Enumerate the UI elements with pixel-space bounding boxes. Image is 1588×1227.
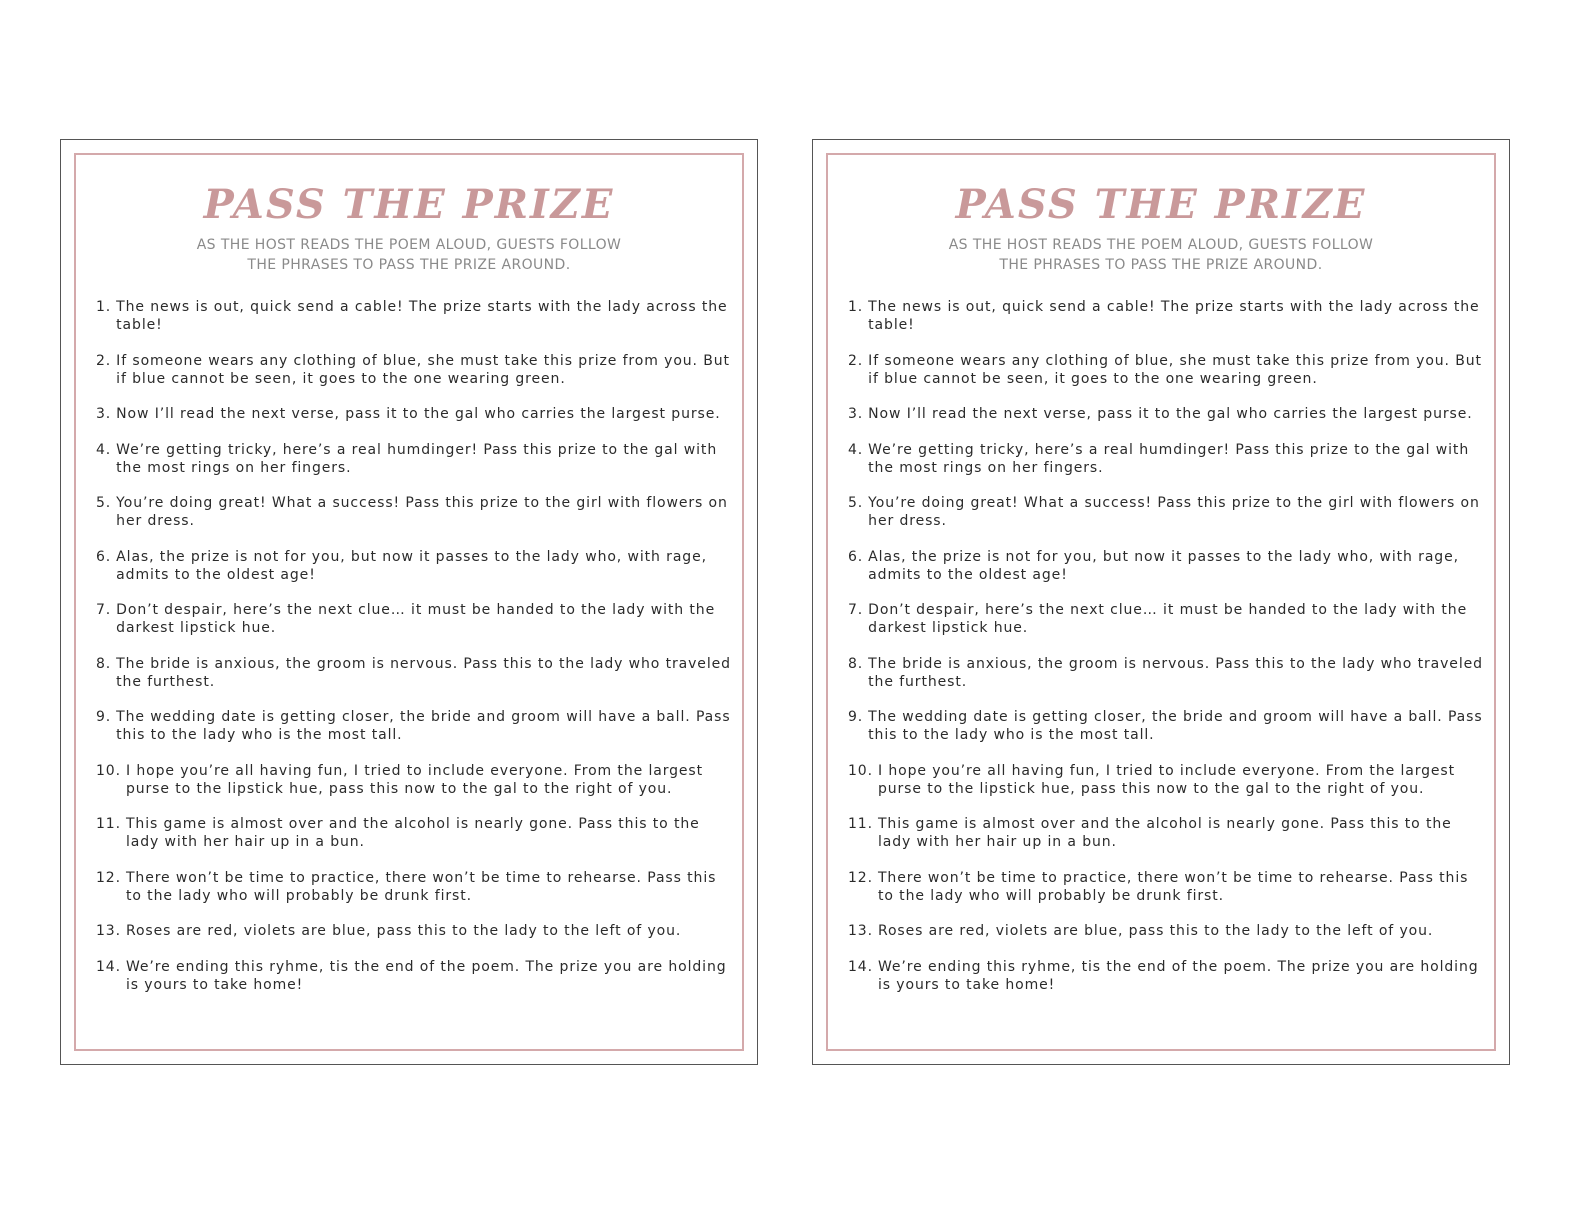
rule-text: Roses are red, violets are blue, pass this to the lady to the left of you. [125, 923, 682, 939]
rule-item [848, 922, 1488, 940]
rule-number: 4. [96, 441, 112, 458]
rule-item [848, 352, 1488, 388]
rule-text: You’re doing great! What a success! Pass this prize to the girl with flowers on her dress. [116, 495, 728, 529]
rule-item [96, 405, 736, 423]
rule-item [96, 762, 736, 798]
rule-text: Don’t despair, here’s the next clue… it must be handed to the lady with the darkest lipstick hue. [116, 602, 716, 636]
rule-item [848, 958, 1488, 994]
rule-text: There won’t be time to practice, there won’t be time to rehearse. Pass this to the lady who will probably be drunk first. [125, 869, 717, 904]
rule-item [848, 298, 1488, 334]
rule-text: Now I’ll read the next verse, pass it to the gal who carries the largest purse. [116, 406, 721, 422]
rules-list [848, 298, 1488, 1011]
rule-text: If someone wears any clothing of blue, she must take this prize from you. But if blue cannot be seen, it goes to the one wearing green. [116, 352, 730, 387]
rule-text: You’re doing great! What a success! Pass this prize to the girl with flowers on her dress. [868, 495, 1480, 529]
rule-number: 9. [96, 709, 112, 725]
rule-text: I hope you’re all having fun, I tried to include everyone. From the largest purse to the lipstick hue, pass this now to the gal to the right of you. [125, 762, 704, 797]
rule-item [848, 869, 1488, 905]
rule-text: There won’t be time to practice, there won’t be time to rehearse. Pass this to the lady who will probably be drunk first. [877, 869, 1469, 904]
card-subtitle [828, 235, 1494, 275]
rule-number: 12. [96, 869, 121, 886]
rule-item [848, 762, 1488, 798]
rule-text: We’re ending this ryhme, tis the end of the poem. The prize you are holding is yours to take home! [125, 958, 727, 993]
rule-item [96, 298, 736, 334]
rule-item [96, 922, 736, 940]
rule-number: 10. [848, 762, 873, 779]
rule-number: 13. [848, 923, 873, 939]
rule-text: The news is out, quick send a cable! The prize starts with the lady across the table! [116, 299, 728, 333]
rule-item [848, 708, 1488, 744]
rule-item [96, 601, 736, 637]
rule-number: 13. [96, 923, 121, 939]
rule-number: 8. [96, 655, 112, 672]
rule-item [96, 494, 736, 530]
rule-item [96, 958, 736, 994]
rule-number: 1. [848, 299, 864, 315]
rule-number: 2. [848, 352, 864, 369]
rule-number: 9. [848, 709, 864, 725]
rule-item [96, 869, 736, 905]
rule-text: The bride is anxious, the groom is nervous. Pass this to the lady who traveled the furthest. [116, 655, 731, 690]
subtitle-line: THE PHRASES TO PASS THE PRIZE AROUND. [999, 257, 1323, 273]
rule-number: 3. [848, 406, 864, 422]
rule-text: If someone wears any clothing of blue, she must take this prize from you. But if blue cannot be seen, it goes to the one wearing green. [868, 352, 1482, 387]
rule-text: Alas, the prize is not for you, but now it passes to the lady who, with rage, admits to the oldest age! [116, 548, 707, 583]
rule-text: This game is almost over and the alcohol is nearly gone. Pass this to the lady with her hair up in a bun. [877, 816, 1452, 850]
rule-number: 1. [96, 299, 112, 315]
rule-item [848, 405, 1488, 423]
rule-item [96, 548, 736, 584]
card-inner-border [74, 153, 744, 1051]
rule-item [848, 441, 1488, 477]
subtitle-line: AS THE HOST READS THE POEM ALOUD, GUESTS FOLLOW [948, 237, 1374, 253]
rule-number: 2. [96, 352, 112, 369]
rule-item [848, 601, 1488, 637]
rule-text: The wedding date is getting closer, the bride and groom will have a ball. Pass this to the lady who is the most tall. [868, 709, 1483, 743]
rule-number: 14. [848, 958, 873, 975]
subtitle-line: THE PHRASES TO PASS THE PRIZE AROUND. [247, 257, 571, 273]
rule-item [96, 655, 736, 691]
rule-text: I hope you’re all having fun, I tried to include everyone. From the largest purse to the lipstick hue, pass this now to the gal to the right of you. [877, 762, 1456, 797]
rules-list [96, 298, 736, 1011]
subtitle-line: AS THE HOST READS THE POEM ALOUD, GUESTS FOLLOW [196, 237, 622, 253]
rule-item [96, 441, 736, 477]
rule-number: 3. [96, 406, 112, 422]
game-card-right [812, 139, 1510, 1065]
rule-item [848, 655, 1488, 691]
rule-text: We’re getting tricky, here’s a real humdinger! Pass this prize to the gal with the most rings on her fingers. [116, 441, 718, 476]
rule-text: This game is almost over and the alcohol is nearly gone. Pass this to the lady with her hair up in a bun. [125, 816, 700, 850]
rule-number: 7. [96, 602, 112, 618]
game-card-left [60, 139, 758, 1065]
rule-number: 12. [848, 869, 873, 886]
card-title: PASS THE PRIZE [955, 181, 1367, 228]
rule-number: 14. [96, 958, 121, 975]
rule-text: We’re ending this ryhme, tis the end of the poem. The prize you are holding is yours to take home! [877, 958, 1479, 993]
rule-number: 5. [96, 495, 112, 511]
rule-text: The wedding date is getting closer, the bride and groom will have a ball. Pass this to the lady who is the most tall. [116, 709, 731, 743]
rule-number: 6. [96, 548, 112, 565]
rule-number: 5. [848, 495, 864, 511]
rule-item [848, 494, 1488, 530]
card-subtitle [76, 235, 742, 275]
card-inner-border [826, 153, 1496, 1051]
rule-text: Roses are red, violets are blue, pass this to the lady to the left of you. [877, 923, 1434, 939]
rule-number: 7. [848, 602, 864, 618]
rule-text: We’re getting tricky, here’s a real humdinger! Pass this prize to the gal with the most rings on her fingers. [868, 441, 1470, 476]
rule-item [96, 708, 736, 744]
rule-text: The bride is anxious, the groom is nervous. Pass this to the lady who traveled the furthest. [868, 655, 1483, 690]
rule-text: Alas, the prize is not for you, but now it passes to the lady who, with rage, admits to the oldest age! [868, 548, 1459, 583]
rule-item [848, 548, 1488, 584]
rule-text: Now I’ll read the next verse, pass it to the gal who carries the largest purse. [868, 406, 1473, 422]
rule-text: The news is out, quick send a cable! The prize starts with the lady across the table! [868, 299, 1480, 333]
rule-number: 11. [848, 816, 873, 832]
rule-item [96, 352, 736, 388]
rule-number: 4. [848, 441, 864, 458]
rule-text: Don’t despair, here’s the next clue… it must be handed to the lady with the darkest lipstick hue. [868, 602, 1468, 636]
rule-number: 6. [848, 548, 864, 565]
rule-item [848, 815, 1488, 851]
rule-number: 8. [848, 655, 864, 672]
rule-item [96, 815, 736, 851]
rule-number: 11. [96, 816, 121, 832]
rule-number: 10. [96, 762, 121, 779]
card-title: PASS THE PRIZE [203, 181, 615, 228]
